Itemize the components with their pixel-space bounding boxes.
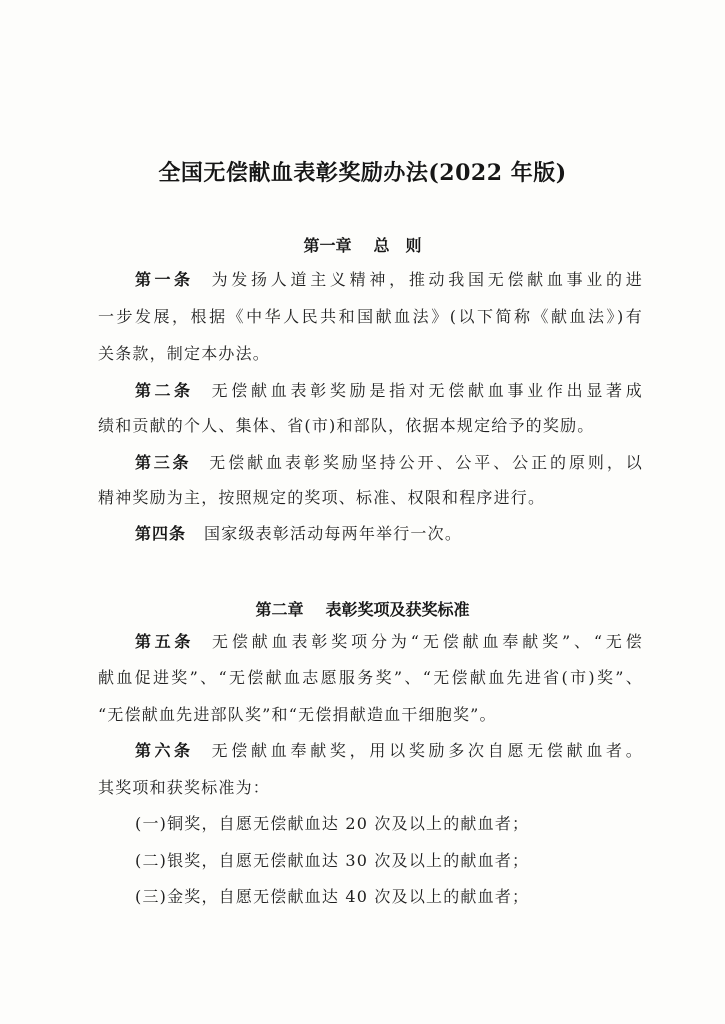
chapter-2-heading bbox=[0, 597, 725, 620]
article-3-line-2: 精神奖励为主，按照规定的奖项、标准、权限和程序进行。 bbox=[98, 488, 546, 507]
article-2-text-1: 无偿献血表彰奖励是指对无偿献血事业作出显著成 bbox=[211, 381, 643, 400]
article-5-line-1 bbox=[135, 632, 643, 652]
article-3-label: 第三条 bbox=[135, 453, 192, 472]
article-6-label: 第六条 bbox=[135, 741, 194, 760]
article-5-label: 第五条 bbox=[135, 632, 195, 651]
article-5-text-1: 无偿献血表彰奖项分为“无偿献血奉献奖”、“无偿 bbox=[212, 632, 643, 651]
article-4-line-1 bbox=[135, 524, 643, 544]
article-6-text-1: 无偿献血奉献奖，用以奖励多次自愿无偿献血者。 bbox=[211, 741, 643, 760]
chapter-1-label: 第一章 bbox=[303, 236, 352, 255]
article-2-label: 第二条 bbox=[135, 381, 194, 400]
article-1-line-3: 关条款，制定本办法。 bbox=[98, 344, 271, 363]
article-5-line-2: 献血促进奖”、“无偿献血志愿服务奖”、“无偿献血先进省(市)奖”、 bbox=[98, 668, 643, 687]
document-title: 全国无偿献血表彰奖励办法(2022 年版) bbox=[158, 160, 567, 186]
article-1-text-1: 为发扬人道主义精神，推动我国无偿献血事业的进 bbox=[211, 270, 643, 289]
chapter-2-name: 表彰奖项及获奖标准 bbox=[325, 600, 470, 619]
article-6-line-1 bbox=[135, 741, 643, 761]
article-2-line-2: 绩和贡献的个人、集体、省(市)和部队，依据本规定给予的奖励。 bbox=[98, 416, 595, 435]
chapter-2-label: 第二章 bbox=[255, 600, 304, 619]
article-6-line-2: 其奖项和获奖标准为： bbox=[98, 778, 271, 797]
article-5-line-3: “无偿献血先进部队奖”和“无偿捐献造血干细胞奖”。 bbox=[98, 705, 497, 724]
article-3-line-1 bbox=[135, 453, 643, 473]
article-6-item-3: (三)金奖，自愿无偿献血达 40 次及以上的献血者； bbox=[135, 887, 530, 906]
article-1-line-1 bbox=[135, 270, 643, 290]
article-3-text-1: 无偿献血表彰奖励坚持公开、公平、公正的原则，以 bbox=[209, 453, 643, 472]
article-1-line-2: 一步发展，根据《中华人民共和国献血法》(以下简称《献血法》)有 bbox=[98, 307, 643, 326]
article-6-item-1: (一)铜奖，自愿无偿献血达 20 次及以上的献血者； bbox=[135, 814, 530, 833]
article-6-item-2: (二)银奖，自愿无偿献血达 30 次及以上的献血者； bbox=[135, 851, 530, 870]
article-4-text-1: 国家级表彰活动每两年举行一次。 bbox=[204, 524, 463, 543]
article-1-label: 第一条 bbox=[135, 270, 194, 289]
article-4-label: 第四条 bbox=[135, 524, 187, 543]
chapter-1-heading bbox=[0, 233, 725, 256]
chapter-1-name: 总 则 bbox=[373, 236, 422, 255]
article-2-line-1 bbox=[135, 381, 643, 401]
